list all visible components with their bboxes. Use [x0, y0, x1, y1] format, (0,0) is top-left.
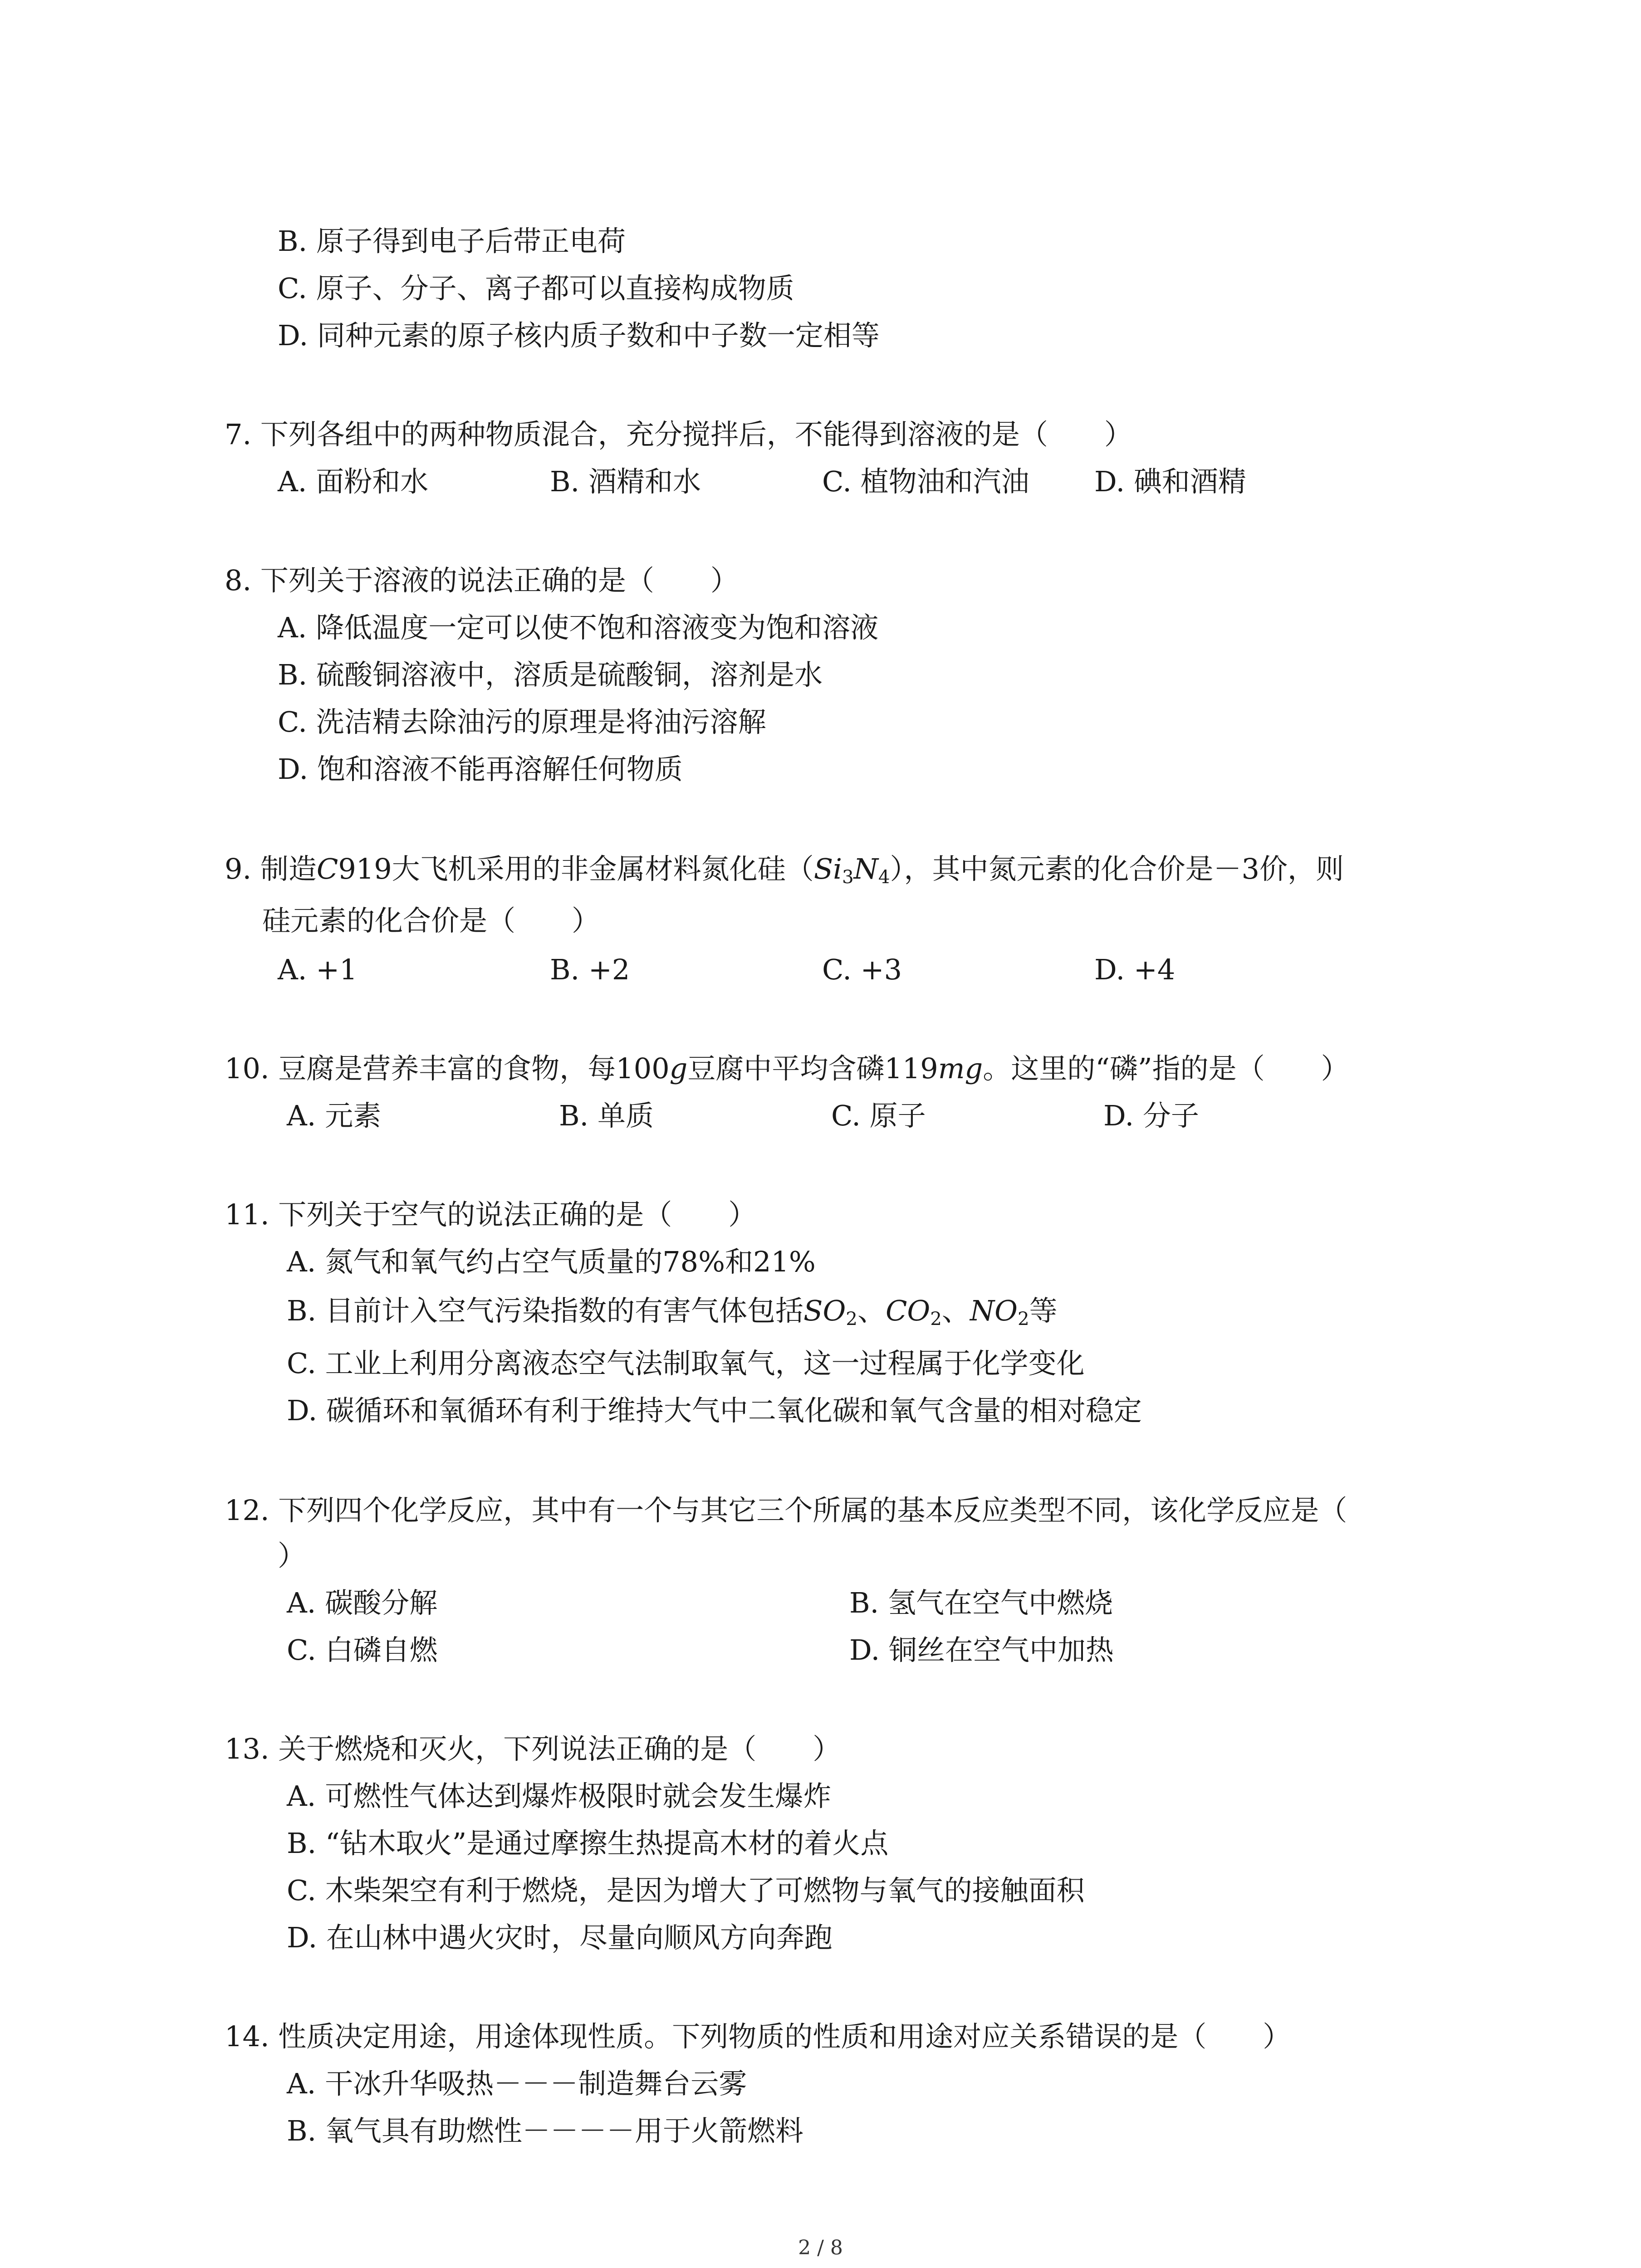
q8-stem: 8. 下列关于溶液的说法正确的是（ ）	[225, 564, 739, 597]
q10-option-d: D. 分子	[1103, 1099, 1199, 1132]
q11-formula-sub: 2	[846, 1308, 857, 1330]
q11-option-b	[287, 1293, 1058, 1329]
q8-option-c: C. 洗洁精去除油污的原理是将油污溶解	[278, 705, 766, 738]
q11-formula-no2: NO	[970, 1294, 1018, 1327]
q12-option-d: D. 铜丝在空气中加热	[849, 1633, 1114, 1667]
q7-option-d: D. 碘和酒精	[1094, 465, 1246, 498]
q10-option-a: A. 元素	[287, 1099, 382, 1132]
q11-formula-sub: 2	[930, 1308, 942, 1330]
q13-option-b: B. “钻木取火”是通过摩擦生热提高木材的着火点	[287, 1827, 889, 1860]
q12-stem: 12. 下列四个化学反应，其中有一个与其它三个所属的基本反应类型不同，该化学反应是（	[225, 1494, 1347, 1527]
q11-formula-sub: 2	[1017, 1308, 1029, 1330]
q9-stem-text: 9. 制造	[225, 852, 317, 885]
q10-stem-text-mid: 豆腐中平均含磷119	[687, 1052, 938, 1085]
q13-stem: 13. 关于燃烧和灭火，下列说法正确的是（ ）	[225, 1732, 841, 1765]
q9-formula-si: Si	[813, 852, 842, 885]
q7-option-a: A. 面粉和水	[278, 465, 429, 498]
q9-formula-sub-3: 3	[842, 866, 854, 888]
q12-option-a: A. 碳酸分解	[287, 1586, 438, 1619]
q10-stem-text: 10. 豆腐是营养丰富的食物，每100	[225, 1052, 670, 1085]
q11-formula-so2: SO	[803, 1294, 846, 1327]
q14-option-a: A. 干冰升华吸热－－－制造舞台云雾	[287, 2067, 747, 2100]
q12-option-b: B. 氢气在空气中燃烧	[849, 1586, 1113, 1619]
q9-aircraft-letter: C	[316, 852, 338, 885]
q14-stem: 14. 性质决定用途，用途体现性质。下列物质的性质和用途对应关系错误的是（ ）	[225, 2020, 1291, 2053]
q14-option-b: B. 氧气具有助燃性－－－－用于火箭燃料	[287, 2114, 803, 2147]
q8-option-b: B. 硫酸铜溶液中，溶质是硫酸铜，溶剂是水	[278, 658, 823, 691]
q10-option-c: C. 原子	[831, 1099, 926, 1132]
q9-stem-line2: 硅元素的化合价是（ ）	[262, 904, 600, 937]
q11-formula-co2: CO	[885, 1294, 931, 1327]
q9-option-a: A. +1	[278, 953, 358, 986]
q9-option-b: B. +2	[550, 953, 630, 986]
q9-formula-n: N	[853, 852, 878, 885]
q9-aircraft-number: 919	[338, 852, 392, 885]
q9-stem-text-post: ），其中氮元素的化合价是－3价，则	[890, 852, 1344, 885]
q10-option-b: B. 单质	[559, 1099, 654, 1132]
q6-option-c: C. 原子、分子、离子都可以直接构成物质	[278, 272, 794, 305]
q10-stem-text-post: 。这里的“磷”指的是（ ）	[983, 1052, 1349, 1085]
q13-option-c: C. 木柴架空有利于燃烧，是因为增大了可燃物与氧气的接触面积	[287, 1874, 1085, 1907]
q10-unit-mg: mg	[938, 1052, 983, 1085]
q9-option-c: C. +3	[822, 953, 902, 986]
q13-option-a: A. 可燃性气体达到爆炸极限时就会发生爆炸	[287, 1779, 832, 1813]
q8-option-a: A. 降低温度一定可以使不饱和溶液变为饱和溶液	[278, 611, 879, 644]
q9-stem-text-mid: 大飞机采用的非金属材料氮化硅（	[392, 852, 814, 885]
q12-stem-line2: ）	[278, 1539, 306, 1572]
q8-option-d: D. 饱和溶液不能再溶解任何物质	[278, 753, 683, 786]
q11-separator: 、	[941, 1294, 970, 1327]
q9-option-d: D. +4	[1094, 953, 1176, 986]
q7-option-b: B. 酒精和水	[550, 465, 701, 498]
q11-stem: 11. 下列关于空气的说法正确的是（ ）	[225, 1198, 757, 1231]
q11-option-a: A. 氮气和氧气约占空气质量的78%和21%	[287, 1245, 816, 1278]
q10-unit-g: g	[669, 1052, 688, 1085]
page-number: 2 / 8	[798, 2236, 843, 2259]
q11-separator: 、	[857, 1294, 886, 1327]
q11-option-b-text: B. 目前计入空气污染指数的有害气体包括	[287, 1294, 803, 1327]
q9-stem	[225, 851, 1344, 887]
q6-option-b: B. 原子得到电子后带正电荷	[278, 225, 626, 258]
q12-option-c: C. 白磷自燃	[287, 1633, 438, 1667]
q13-option-d: D. 在山林中遇火灾时，尽量向顺风方向奔跑	[287, 1921, 833, 1954]
q6-option-d: D. 同种元素的原子核内质子数和中子数一定相等	[278, 319, 880, 352]
q7-stem: 7. 下列各组中的两种物质混合，充分搅拌后，不能得到溶液的是（ ）	[225, 418, 1132, 451]
q10-stem	[225, 1051, 1349, 1087]
q11-option-d: D. 碳循环和氧循环有利于维持大气中二氧化碳和氧气含量的相对稳定	[287, 1394, 1142, 1427]
q7-option-c: C. 植物油和汽油	[822, 465, 1029, 498]
q11-option-b-text-post: 等	[1029, 1294, 1058, 1327]
q9-formula-sub-4: 4	[878, 866, 890, 888]
q11-option-c: C. 工业上利用分离液态空气法制取氧气，这一过程属于化学变化	[287, 1347, 1085, 1380]
